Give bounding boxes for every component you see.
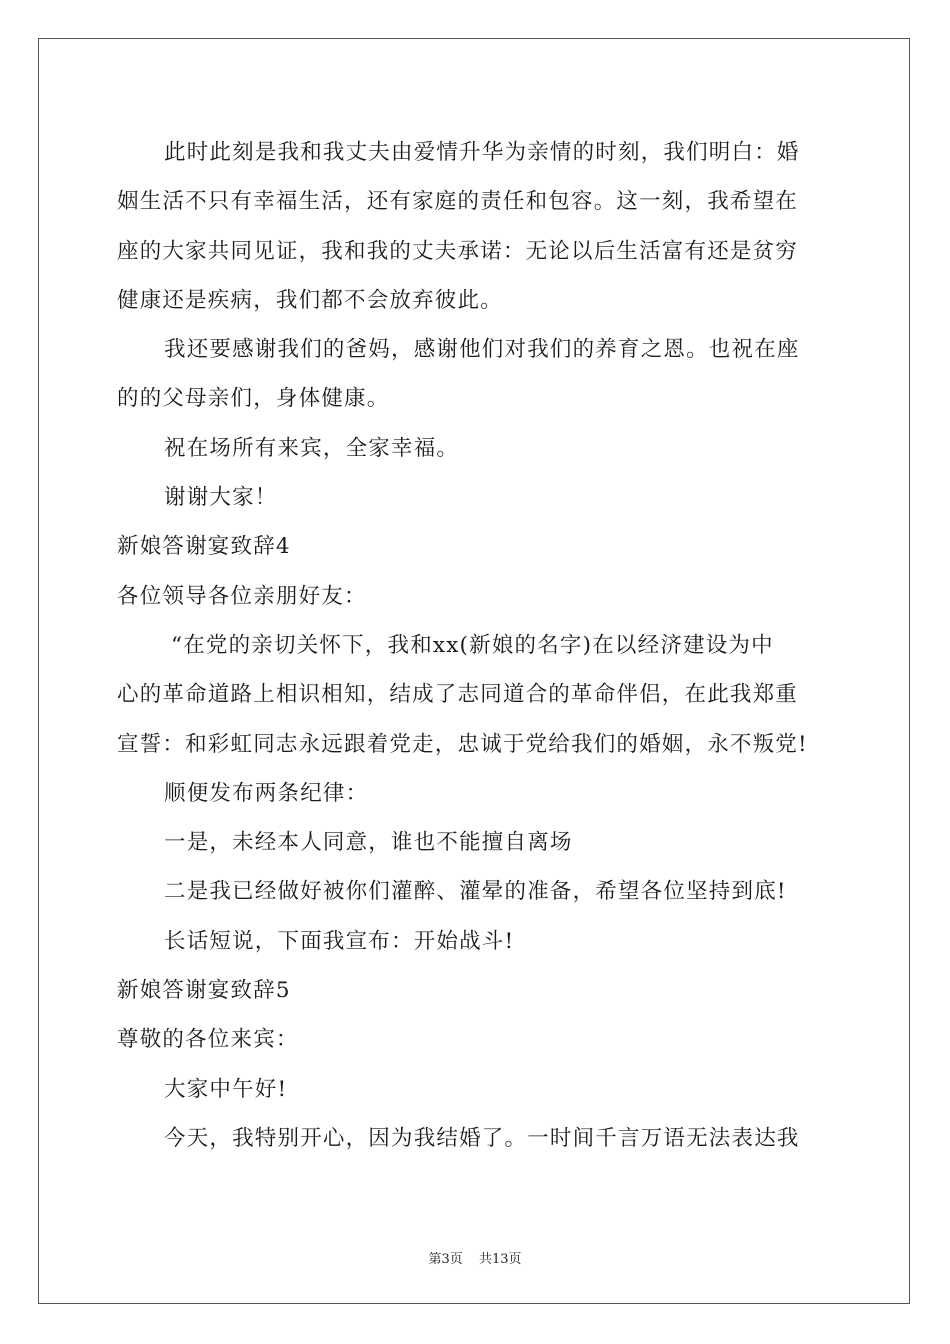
section-heading: 新娘答谢宴致辞4: [117, 534, 291, 560]
text-line: 二是我已经做好被你们灌醉、灌晕的准备，希望各位坚持到底!: [164, 879, 787, 905]
salutation: 各位领导各位亲朋好友：: [117, 583, 367, 609]
page-footer: [0, 1248, 950, 1267]
text-line: 顺便发布两条纪律：: [164, 780, 369, 806]
page-number-total: 共13页: [478, 1252, 522, 1267]
text-line: 谢谢大家！: [164, 485, 278, 511]
text-line: 心的革命道路上相识相知，结成了志同道合的革命伴侣，在此我郑重: [117, 682, 799, 708]
text-line: 我还要感谢我们的爸妈，感谢他们对我们的养育之恩。也祝在座: [164, 337, 800, 363]
section-heading: 新娘答谢宴致辞5: [117, 978, 291, 1004]
text-line: 健康还是疾病，我们都不会放弃彼此。: [117, 287, 503, 313]
text-line: 祝在场所有来宾，全家幸福。: [164, 435, 460, 461]
page-number-current: 第3页: [428, 1252, 463, 1267]
text-line: 今天，我特别开心，因为我结婚了。一时间千言万语无法表达我: [164, 1125, 800, 1151]
text-line: 的的父母亲们，身体健康。: [117, 386, 390, 412]
text-line: 一是，未经本人同意，谁也不能擅自离场: [164, 830, 573, 856]
document-text: [117, 128, 837, 1163]
document-body: [117, 128, 837, 1163]
text-line: 长话短说，下面我宣布：开始战斗!: [164, 928, 515, 954]
text-line: 姻生活不只有幸福生活，还有家庭的责任和包容。这一刻，我希望在: [117, 189, 799, 215]
text-line: 座的大家共同见证，我和我的丈夫承诺：无论以后生活富有还是贫穷: [117, 238, 799, 264]
salutation: 尊敬的各位来宾：: [117, 1027, 299, 1053]
text-line: 此时此刻是我和我丈夫由爱情升华为亲情的时刻，我们明白：婚: [164, 140, 800, 165]
text-line: 大家中午好!: [164, 1076, 288, 1102]
text-line: 宣誓：和彩虹同志永远跟着党走，忠诚于党给我们的婚姻，永不叛党!: [117, 731, 808, 757]
text-line: “在党的亲切关怀下，我和xx(新娘的名字)在以经济建设为中: [171, 632, 774, 658]
